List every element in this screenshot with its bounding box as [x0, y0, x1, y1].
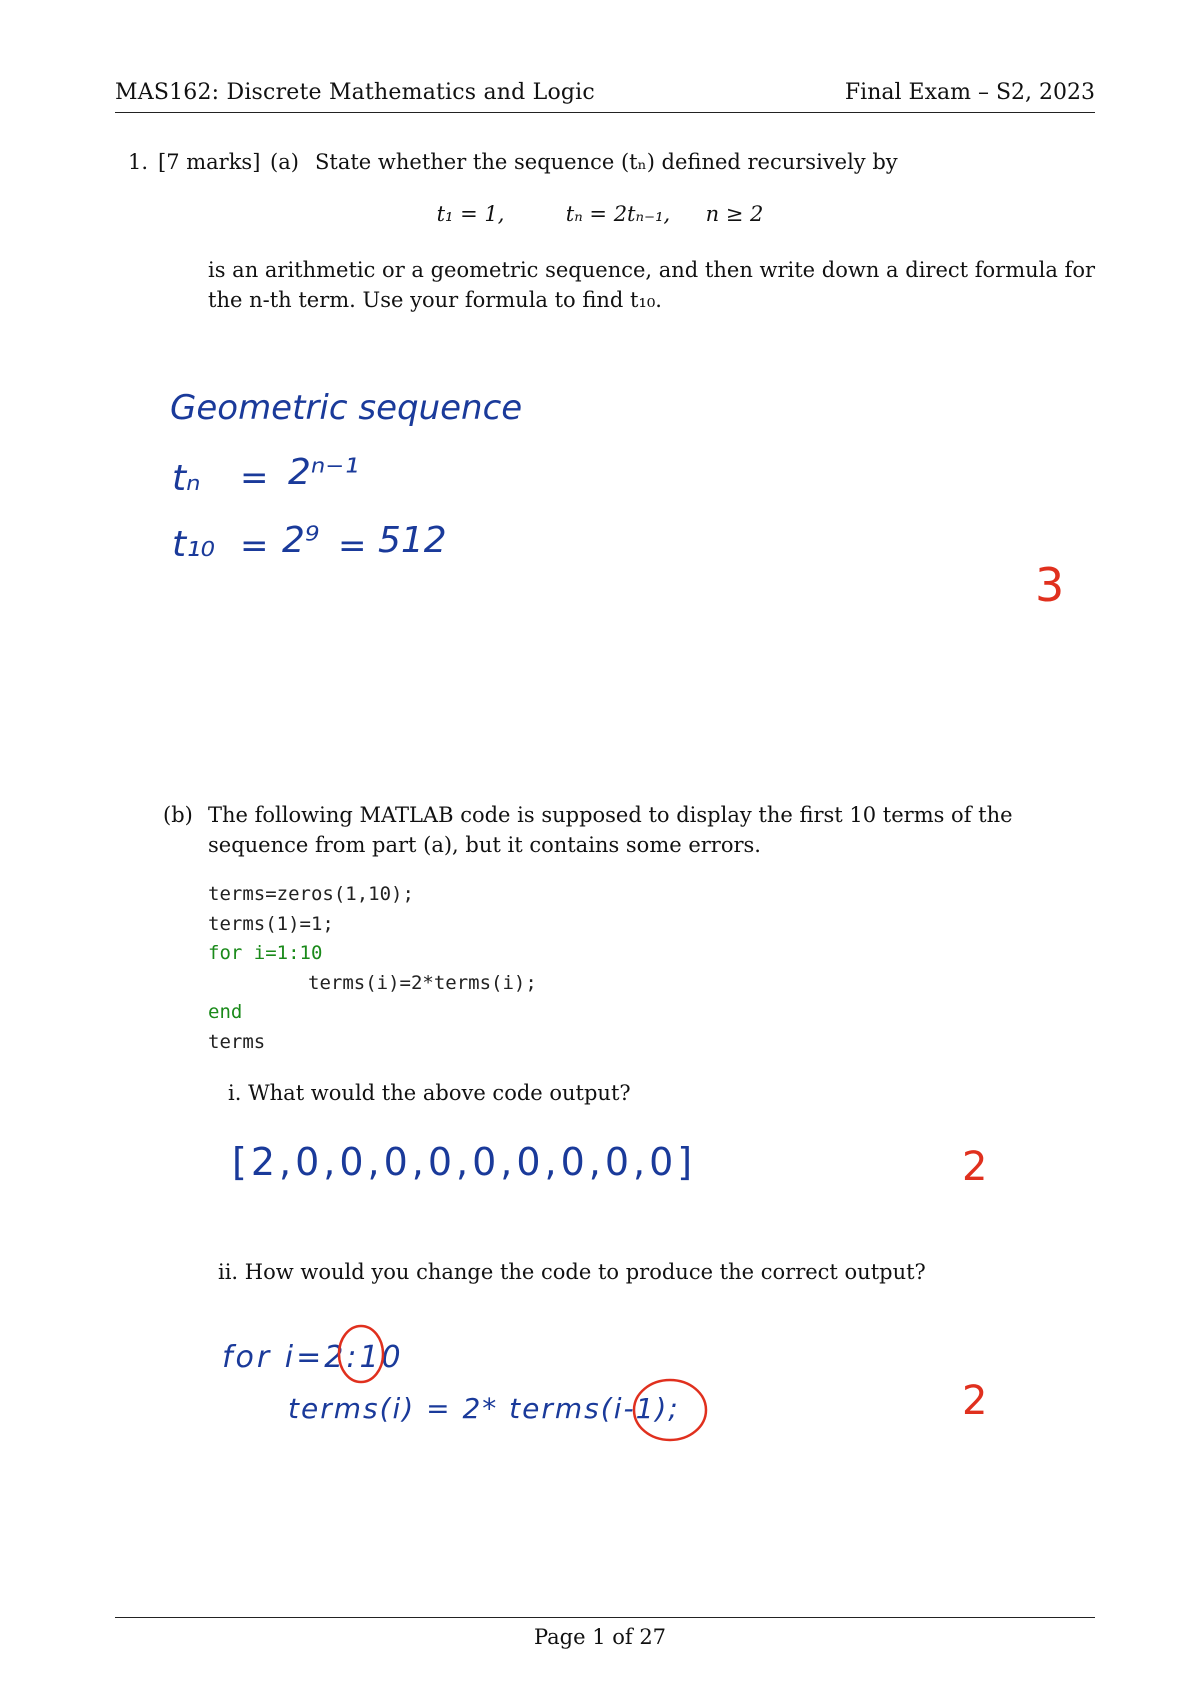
code-line-3: for i=1:10	[208, 942, 323, 964]
sub-question-i: i. What would the above code output?	[228, 1081, 631, 1105]
code-line-6: terms	[208, 1030, 266, 1053]
answer-a-line1: Geometric sequence	[170, 388, 523, 428]
code-line-2: terms(1)=1;	[208, 912, 334, 935]
answer-a-line3-rhs: 512	[378, 520, 447, 561]
answer-ii-line1: for i=2:10	[222, 1340, 404, 1375]
mark-ii: 2	[962, 1378, 988, 1424]
question-number: 1.	[128, 150, 149, 174]
answer-a-line2-rhs: 2ⁿ⁻¹	[288, 452, 359, 493]
code-line-5: end	[208, 1001, 243, 1023]
sub-question-ii: ii. How would you change the code to produce the correct output?	[218, 1260, 926, 1284]
answer-a-line3-eq1: =	[240, 526, 269, 566]
recurrence-rule: tₙ = 2tₙ₋₁,	[565, 202, 671, 226]
part-b-label: (b)	[163, 803, 193, 827]
circle-loop-start	[339, 1326, 383, 1382]
circle-index	[634, 1380, 706, 1440]
question-marks: [7 marks]	[158, 150, 261, 174]
mark-i: 2	[962, 1144, 988, 1190]
footer-rule	[115, 1617, 1095, 1618]
page-number: Page 1 of 27	[533, 1625, 667, 1649]
code-line-4: terms(i)=2*terms(i);	[308, 971, 537, 994]
recurrence-condition: n ≥ 2	[705, 202, 764, 226]
part-a-text: is an arithmetic or a geometric sequence, and then write down a direct formula for the n-th term. Use your formula to find t₁₀.	[208, 258, 1096, 312]
part-a-label: (a)	[270, 150, 299, 174]
part-b-text: The following MATLAB code is supposed to display the first 10 terms of the sequence from part (a), but it contains some errors.	[208, 803, 1013, 857]
course-title: MAS162: Discrete Mathematics and Logic	[115, 80, 595, 105]
recurrence-first: t₁ = 1,	[436, 202, 505, 226]
answer-a-line3-lhs: t₁₀	[172, 524, 215, 565]
answer-i: [2,0,0,0,0,0,0,0,0,0]	[232, 1140, 697, 1184]
answer-a-line3-eq2: =	[338, 526, 367, 566]
answer-a-line2-lhs: tₙ	[172, 458, 201, 499]
part-a-intro: State whether the sequence (tₙ) defined recursively by	[315, 150, 898, 174]
answer-ii-line2: terms(i) = 2* terms(i-1);	[288, 1392, 680, 1425]
answer-a-line3-mid: 2⁹	[282, 520, 320, 561]
answer-a-line2-eq: =	[240, 458, 269, 498]
code-line-1: terms=zeros(1,10);	[208, 883, 414, 905]
mark-a: 3	[1035, 558, 1065, 612]
exam-title: Final Exam – S2, 2023	[844, 80, 1095, 105]
